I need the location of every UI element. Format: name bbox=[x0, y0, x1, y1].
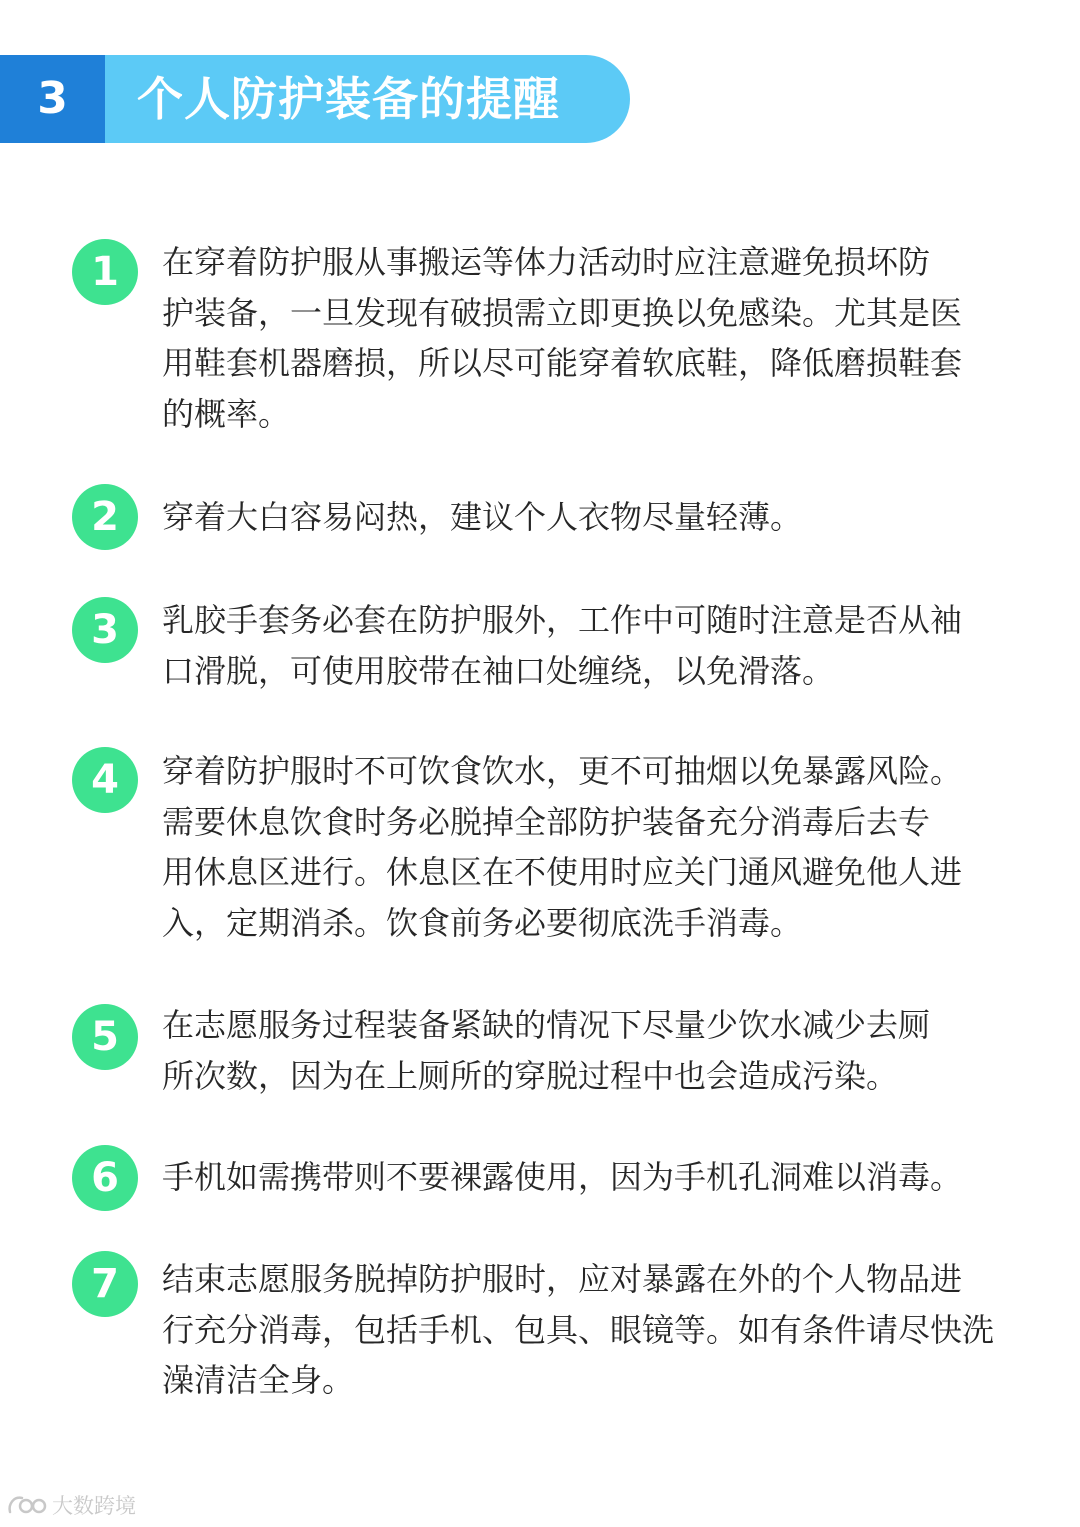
item-number-badge: 7 bbox=[72, 1251, 138, 1317]
item-line: 在穿着防护服从事搬运等体力活动时应注意避免损坏防 bbox=[162, 243, 931, 281]
item-number-badge: 4 bbox=[72, 747, 138, 813]
item-line: 澡清洁全身。 bbox=[162, 1361, 355, 1399]
item-line: 手机如需携带则不要裸露使用，因为手机孔洞难以消毒。 bbox=[162, 1158, 963, 1196]
section-title: 个人防护装备的提醒 bbox=[137, 72, 560, 126]
watermark bbox=[6, 1490, 136, 1520]
section-header bbox=[0, 55, 630, 143]
item-line: 需要休息饮食时务必脱掉全部防护装备充分消毒后去专 bbox=[162, 802, 931, 841]
item-text bbox=[162, 1000, 1062, 1101]
item-line: 所次数，因为在上厕所的穿脱过程中也会造成污染。 bbox=[162, 1056, 899, 1095]
item-number-badge: 2 bbox=[72, 484, 138, 550]
item-line: 结束志愿服务脱掉防护服时，应对暴露在外的个人物品进 bbox=[162, 1260, 963, 1298]
item-line: 乳胶手套务必套在防护服外，工作中可随时注意是否从袖 bbox=[162, 601, 963, 639]
item-text bbox=[162, 1152, 1062, 1203]
item-number-badge: 5 bbox=[72, 1004, 138, 1070]
item-text bbox=[162, 492, 1062, 543]
item-line: 口滑脱，可使用胶带在袖口处缠绕，以免滑落。 bbox=[162, 651, 835, 690]
item-line: 行充分消毒，包括手机、包具、眼镜等。如有条件请尽快洗 bbox=[162, 1310, 995, 1349]
item-line: 的概率。 bbox=[162, 394, 291, 433]
item-line: 穿着大白容易闷热，建议个人衣物尽量轻薄。 bbox=[162, 498, 803, 536]
item-text bbox=[162, 1254, 1062, 1406]
item-line: 入，定期消杀。饮食前务必要彻底洗手消毒。 bbox=[162, 903, 803, 942]
item-line: 穿着防护服时不可饮食饮水，更不可抽烟以免暴露风险。 bbox=[162, 752, 963, 790]
item-number-badge: 6 bbox=[72, 1145, 138, 1211]
item-line: 用鞋套机器磨损，所以尽可能穿着软底鞋，降低磨损鞋套 bbox=[162, 344, 963, 382]
section-number: 3 bbox=[0, 55, 105, 143]
item-text bbox=[162, 237, 1062, 439]
item-number-badge: 3 bbox=[72, 597, 138, 663]
item-text bbox=[162, 595, 1062, 696]
item-number-badge: 1 bbox=[72, 239, 138, 305]
watermark-text: 大数跨境 bbox=[52, 1494, 136, 1518]
watermark-logo-icon bbox=[6, 1492, 48, 1518]
item-text bbox=[162, 746, 1062, 948]
item-line: 在志愿服务过程装备紧缺的情况下尽量少饮水减少去厕 bbox=[162, 1006, 931, 1044]
item-line: 用休息区进行。休息区在不使用时应关门通风避免他人进 bbox=[162, 853, 963, 891]
item-line: 护装备，一旦发现有破损需立即更换以免感染。尤其是医 bbox=[162, 293, 963, 332]
